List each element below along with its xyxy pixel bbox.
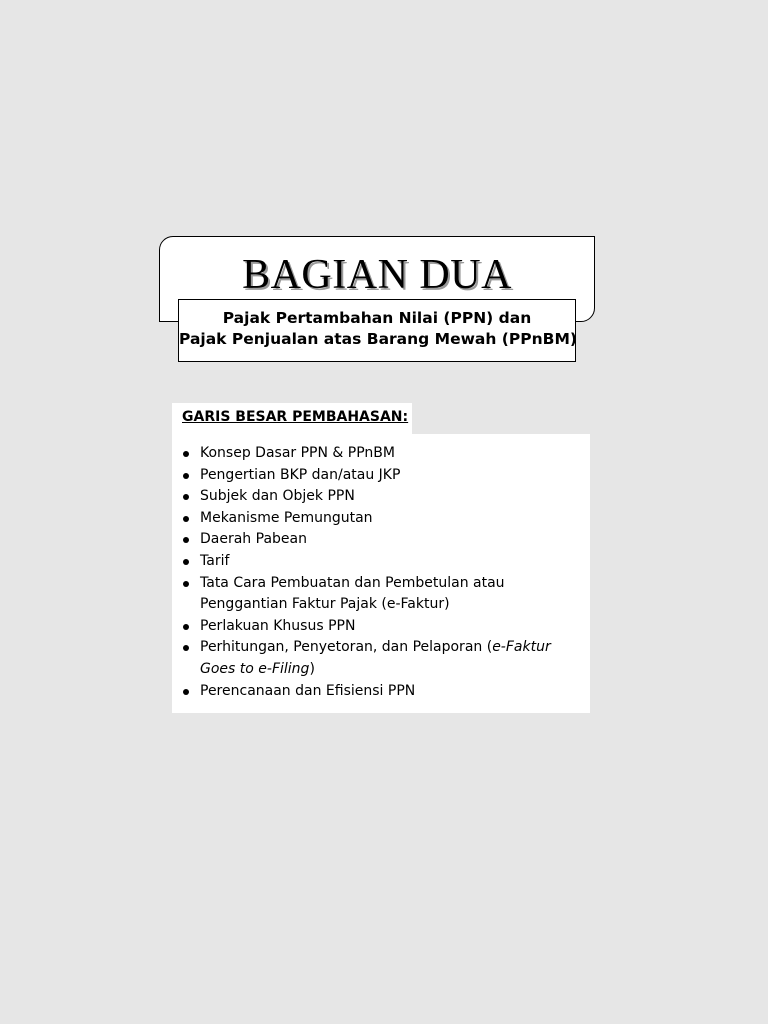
list-item: Subjek dan Objek PPN xyxy=(182,486,580,508)
list-item: Pengertian BKP dan/atau JKP xyxy=(182,465,580,487)
list-item: Konsep Dasar PPN & PPnBM xyxy=(182,443,580,465)
bullet-icon xyxy=(183,559,189,565)
list-item: Tata Cara Pembuatan dan Pembetulan atau Penggantian Faktur Pajak (e-Faktur) xyxy=(182,573,580,616)
bullet-icon xyxy=(183,581,189,587)
list-item: Perhitungan, Penyetoran, dan Pelaporan (e-Faktur Goes to e-Filing) xyxy=(182,637,580,680)
outline-header: GARIS BESAR PEMBAHASAN: xyxy=(172,403,412,435)
bullet-icon xyxy=(183,537,189,543)
part-title: BAGIAN DUA xyxy=(242,252,512,298)
outline-list xyxy=(182,443,580,702)
subtitle-line-1: Pajak Pertambahan Nilai (PPN) dan xyxy=(222,309,532,327)
list-item: Tarif xyxy=(182,551,580,573)
list-item: Perlakuan Khusus PPN xyxy=(182,616,580,638)
bullet-icon xyxy=(183,645,189,651)
outline-box xyxy=(172,434,590,713)
subtitle-line-2: Pajak Penjualan atas Barang Mewah (PPnBM) xyxy=(179,330,577,348)
bullet-icon xyxy=(183,494,189,500)
bullet-icon xyxy=(183,473,189,479)
bullet-icon xyxy=(183,624,189,630)
part-subtitle xyxy=(178,299,576,362)
bullet-icon xyxy=(183,516,189,522)
bullet-icon xyxy=(183,689,189,695)
list-item: Mekanisme Pemungutan xyxy=(182,508,580,530)
bullet-icon xyxy=(183,451,189,457)
list-item: Daerah Pabean xyxy=(182,529,580,551)
list-item: Perencanaan dan Efisiensi PPN xyxy=(182,681,580,703)
